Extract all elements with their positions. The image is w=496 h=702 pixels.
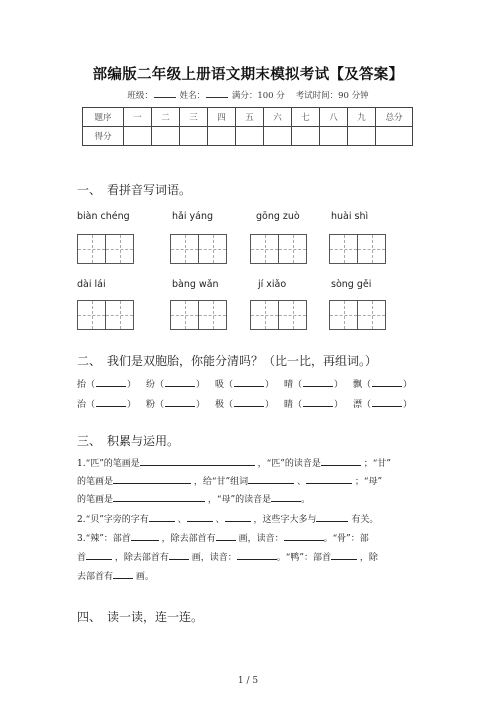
pair-char: 粉 xyxy=(146,400,156,410)
answer-blank[interactable] xyxy=(140,456,255,466)
question-line xyxy=(77,569,154,583)
answer-blank[interactable] xyxy=(187,512,213,522)
pair-item: 睛（ ） xyxy=(284,397,353,410)
pair-char: 治 xyxy=(77,400,87,410)
question-text: 、 xyxy=(215,515,225,525)
pair-blank[interactable] xyxy=(372,377,402,387)
answer-blank[interactable] xyxy=(113,569,133,579)
question-text: 、 xyxy=(177,515,187,525)
pair-item: 纷（ ） xyxy=(146,377,215,390)
question-text: ，给“甘”组词 xyxy=(193,477,249,487)
pair-item: 抬（ ） xyxy=(77,377,146,390)
question-text: 首 xyxy=(77,553,87,563)
score-header-row xyxy=(83,108,413,127)
pair-row xyxy=(77,397,422,410)
section-heading xyxy=(77,608,203,625)
class-blank xyxy=(154,88,176,98)
question-text: ，“匹”的读音是 xyxy=(257,459,321,469)
score-label: 得分 xyxy=(83,127,124,146)
score-header-cell: 九 xyxy=(348,108,376,127)
answer-blank[interactable] xyxy=(113,492,205,502)
writing-grid[interactable] xyxy=(250,234,307,264)
question-text: 去部首有 xyxy=(77,572,114,582)
pinyin-label: hǎi yáng xyxy=(172,211,213,222)
answer-blank[interactable] xyxy=(169,550,189,560)
answer-blank[interactable] xyxy=(248,474,294,484)
question-line xyxy=(77,531,369,545)
question-text: 有关。 xyxy=(351,515,379,525)
question-text: 画。 xyxy=(135,572,154,582)
section-heading xyxy=(77,181,191,198)
score-header-cell: 六 xyxy=(264,108,292,127)
name-blank xyxy=(206,88,228,98)
answer-blank[interactable] xyxy=(216,531,236,541)
question-line xyxy=(77,474,382,488)
pair-blank[interactable] xyxy=(303,377,333,387)
score-header-cell: 三 xyxy=(180,108,208,127)
pair-blank[interactable] xyxy=(96,397,126,407)
pair-blank[interactable] xyxy=(303,397,333,407)
pair-char: 吸 xyxy=(215,380,225,390)
pair-item: 飘（ ） xyxy=(353,377,422,390)
answer-blank[interactable] xyxy=(316,512,348,522)
page-number: 1 / 5 xyxy=(237,676,259,686)
pair-blank[interactable] xyxy=(165,377,195,387)
writing-grid[interactable] xyxy=(329,234,386,264)
question-text: ，“母”的读音是 xyxy=(207,495,272,505)
pair-item: 治（ ） xyxy=(77,397,146,410)
question-text: ，除去部首有 xyxy=(114,553,169,563)
score-row xyxy=(83,127,413,146)
score-header-cell: 五 xyxy=(236,108,264,127)
score-header-cell: 一 xyxy=(124,108,152,127)
exam-time: 考试时间：90 分钟 xyxy=(295,91,369,101)
answer-blank[interactable] xyxy=(225,512,251,522)
pair-blank[interactable] xyxy=(234,377,264,387)
pinyin-label: dài lái xyxy=(77,279,106,290)
pair-item: 漂（ ） xyxy=(353,397,422,410)
question-text: ；“甘” xyxy=(363,459,391,469)
pair-char: 晴 xyxy=(284,380,294,390)
score-cell[interactable] xyxy=(152,127,180,146)
writing-grid[interactable] xyxy=(329,300,386,330)
pinyin-label: bàng wǎn xyxy=(172,279,219,290)
pinyin-label: gōng zuò xyxy=(256,211,300,222)
section-number: 三、 xyxy=(77,434,102,448)
question-text: 画，读音： xyxy=(238,534,284,544)
question-line xyxy=(77,512,378,526)
score-header-cell: 二 xyxy=(152,108,180,127)
writing-grid[interactable] xyxy=(170,300,227,330)
score-header-cell: 八 xyxy=(320,108,348,127)
question-text: 。“骨”：部 xyxy=(323,534,369,544)
name-label: 姓名： xyxy=(179,91,206,101)
pair-char: 纷 xyxy=(146,380,156,390)
question-text: 2.“贝”字旁的字有 xyxy=(77,515,149,525)
question-text: 3.“辣”：部首 xyxy=(77,534,131,544)
pair-char: 漂 xyxy=(353,400,363,410)
score-cell[interactable] xyxy=(320,127,348,146)
pinyin-label: biàn chéng xyxy=(77,211,130,222)
question-text: 的笔画是 xyxy=(77,495,114,505)
pair-char: 极 xyxy=(215,400,225,410)
question-text: 、 xyxy=(296,477,306,487)
section-heading xyxy=(77,352,377,369)
pair-row xyxy=(77,377,422,390)
score-cell[interactable] xyxy=(124,127,152,146)
writing-grid[interactable] xyxy=(250,300,307,330)
pair-char: 抬 xyxy=(77,380,87,390)
question-text: 。 xyxy=(301,495,311,505)
page-title: 部编版二年级上册语文期末模拟考试【及答案】 xyxy=(92,67,404,83)
question-line xyxy=(77,456,391,470)
question-text: ，这些字大多与 xyxy=(253,515,317,525)
answer-blank[interactable] xyxy=(86,550,112,560)
pair-blank[interactable] xyxy=(234,397,264,407)
score-cell[interactable] xyxy=(264,127,292,146)
score-table xyxy=(82,107,413,146)
score-header-cell: 七 xyxy=(292,108,320,127)
full-score: 满分：100 分 xyxy=(231,91,285,101)
answer-blank[interactable] xyxy=(284,531,324,541)
answer-blank[interactable] xyxy=(149,512,175,522)
pinyin-label: sòng gěi xyxy=(331,279,372,290)
answer-blank[interactable] xyxy=(113,474,191,484)
question-text: ，除去部首有 xyxy=(161,534,216,544)
writing-grid[interactable] xyxy=(77,300,134,330)
section-number: 一、 xyxy=(77,183,102,197)
score-cell[interactable] xyxy=(376,127,413,146)
score-header-cell: 总分 xyxy=(376,108,413,127)
score-header-cell: 题序 xyxy=(83,108,124,127)
answer-blank[interactable] xyxy=(237,550,277,560)
answer-blank[interactable] xyxy=(331,550,357,560)
pinyin-label: jí xiǎo xyxy=(258,279,287,290)
pair-char: 睛 xyxy=(284,400,294,410)
writing-grid[interactable] xyxy=(77,234,134,264)
pair-item: 极（ ） xyxy=(215,397,284,410)
question-text: 画，读音： xyxy=(191,553,237,563)
answer-blank[interactable] xyxy=(271,492,301,502)
answer-blank[interactable] xyxy=(321,456,361,466)
score-header-cell: 四 xyxy=(208,108,236,127)
score-cell[interactable] xyxy=(180,127,208,146)
question-line xyxy=(77,492,310,506)
answer-blank[interactable] xyxy=(131,531,159,541)
score-cell[interactable] xyxy=(208,127,236,146)
exam-info xyxy=(0,88,496,101)
question-text: ；“母” xyxy=(354,477,383,487)
section-number: 四、 xyxy=(77,610,102,624)
score-cell[interactable] xyxy=(292,127,320,146)
pair-blank[interactable] xyxy=(165,397,195,407)
pinyin-label: huài shì xyxy=(331,211,369,222)
question-text: ，除 xyxy=(359,553,378,563)
pair-item: 粉（ ） xyxy=(146,397,215,410)
section-heading xyxy=(77,432,179,449)
writing-grid[interactable] xyxy=(170,234,227,264)
question-text: 的笔画是 xyxy=(77,477,114,487)
score-cell[interactable] xyxy=(236,127,264,146)
class-label: 班级： xyxy=(127,91,153,101)
section-title: 我们是双胞胎，你能分清吗？（比一比，再组词。） xyxy=(107,354,378,368)
pair-item: 吸（ ） xyxy=(215,377,284,390)
pair-blank[interactable] xyxy=(372,397,402,407)
section-title: 积累与运用。 xyxy=(107,434,180,448)
section-title: 看拼音写词语。 xyxy=(107,183,192,197)
answer-blank[interactable] xyxy=(306,474,352,484)
question-line xyxy=(77,550,378,564)
pair-item: 晴（ ） xyxy=(284,377,353,390)
section-title: 读一读，连一连。 xyxy=(107,610,204,624)
score-cell[interactable] xyxy=(348,127,376,146)
question-text: 。“鸭”：部首 xyxy=(276,553,331,563)
question-text: 1.“匹”的笔画是 xyxy=(77,459,140,469)
section-number: 二、 xyxy=(77,354,102,368)
pair-char: 飘 xyxy=(353,380,363,390)
pair-blank[interactable] xyxy=(96,377,126,387)
